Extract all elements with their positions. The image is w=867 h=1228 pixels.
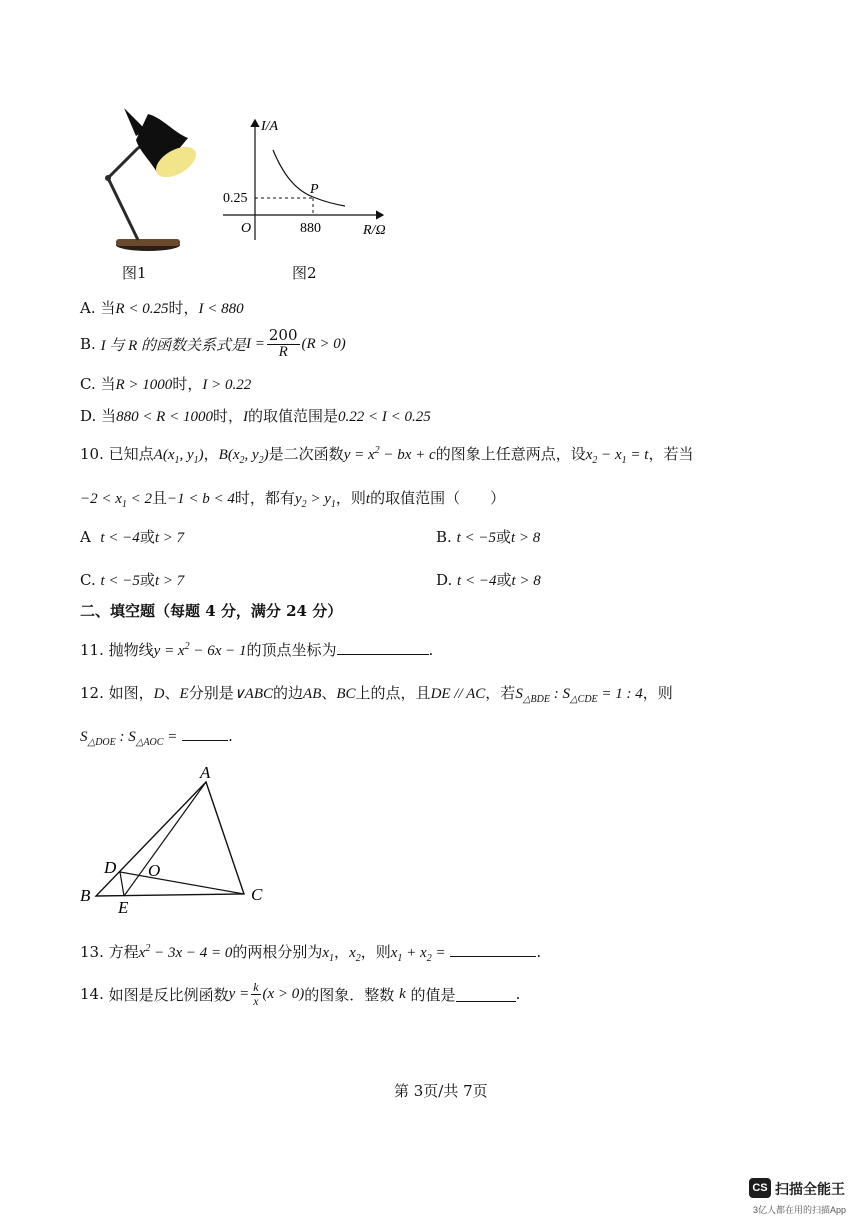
segment-ae (124, 782, 206, 896)
camscanner-tagline: 3亿人都在用的扫描App (753, 1205, 847, 1215)
q10-line-2: $-2 < x_1 < 2$且−1 < b < 4时，都有$y_2 > y_1$，则t的取值范围（ ） (80, 489, 506, 510)
q10-option-a[interactable]: A t < −4或t > 7 (80, 528, 185, 546)
q9-option-d[interactable]: D. 当880 < R < 1000时，I的取值范围是0.22 < I < 0.25 (80, 407, 431, 425)
q13: 13. 方程$x^2 - 3x - 4 = 0$的两根分别为$x_1$，$x_2$，则$x_1 + x_2$ = . (80, 943, 542, 964)
triangle-figure (74, 760, 274, 920)
x-tick-label: 880 (300, 221, 321, 236)
q12-answer-blank[interactable] (182, 726, 228, 741)
q11: 11. 抛物线$y = x^2 - 6x - 1$的顶点坐标为 . (80, 641, 434, 659)
q10-line-1: 10. 已知点$A(x_1$, $y_1$)，$B(x_2$, $y_2$)是二次函数$y = x^2$ − bx + c的图象上任意两点，设$x_2 - x_1 = t$，若当 (80, 445, 694, 466)
point-e-label: E (118, 898, 129, 917)
vertex-c-label: C (251, 885, 263, 904)
q9-option-c[interactable]: C. 当R > 1000时，I > 0.22 (80, 375, 252, 393)
vertex-a-label: A (200, 763, 211, 782)
point-p-label: P (310, 182, 319, 197)
q14-answer-blank[interactable] (456, 987, 516, 1002)
q9-option-a[interactable]: A. 当R < 0.25时，I < 880 (80, 299, 244, 317)
q10-option-b[interactable]: B. t < −5或t > 8 (436, 528, 541, 546)
triangle-abc (96, 782, 244, 896)
figure-2-caption: 图2 (292, 264, 317, 282)
section-2-title: 二、填空题（每题 4 分，满分 24 分） (80, 602, 343, 620)
origin-label: O (241, 221, 252, 236)
y-tick-label: 0.25 (223, 191, 248, 206)
point-o-label: O (148, 861, 161, 880)
camscanner-logo: CS (749, 1178, 771, 1198)
q12-line-2: $S_{\triangle DOE}$ : $S_{\triangle AOC}$ = . (80, 727, 233, 748)
vertex-b-label: B (80, 886, 91, 905)
q12-line-1: 12. 如图，D、E分别是∨ABC的边AB、BC上的点，且DE // AC，若$S_{\triangle BDE}$ : $S_{\triangle CDE} = 1$ : 4，则 (80, 684, 673, 705)
point-d-label: D (104, 858, 117, 877)
y-axis-label: I/A (261, 119, 279, 134)
segment-de (120, 872, 124, 896)
x-axis-label: R/Ω (363, 223, 386, 238)
q11-answer-blank[interactable] (337, 640, 429, 655)
q9-option-b[interactable]: B. I 与 R 的函数关系式是 I = $\frac{200}{R}$ (R > 0) (80, 325, 346, 360)
camscanner-brand: 扫描全能王 (775, 1181, 845, 1197)
figure-1-caption: 图1 (122, 264, 147, 282)
current-resistance-graph (215, 112, 395, 247)
q10-option-d[interactable]: D. t < −4或t > 8 (436, 571, 541, 589)
q13-answer-blank[interactable] (450, 942, 536, 957)
page-number: 第 3页/共 7页 (394, 1082, 488, 1100)
q14: 14. 如图是反比例函数 y = $\frac{k}{x}$ (x > 0) 的图象．整数 k 的值是 . (80, 979, 521, 1008)
desk-lamp-image (88, 100, 203, 258)
q10-option-c[interactable]: C. t < −5或t > 7 (80, 571, 185, 589)
